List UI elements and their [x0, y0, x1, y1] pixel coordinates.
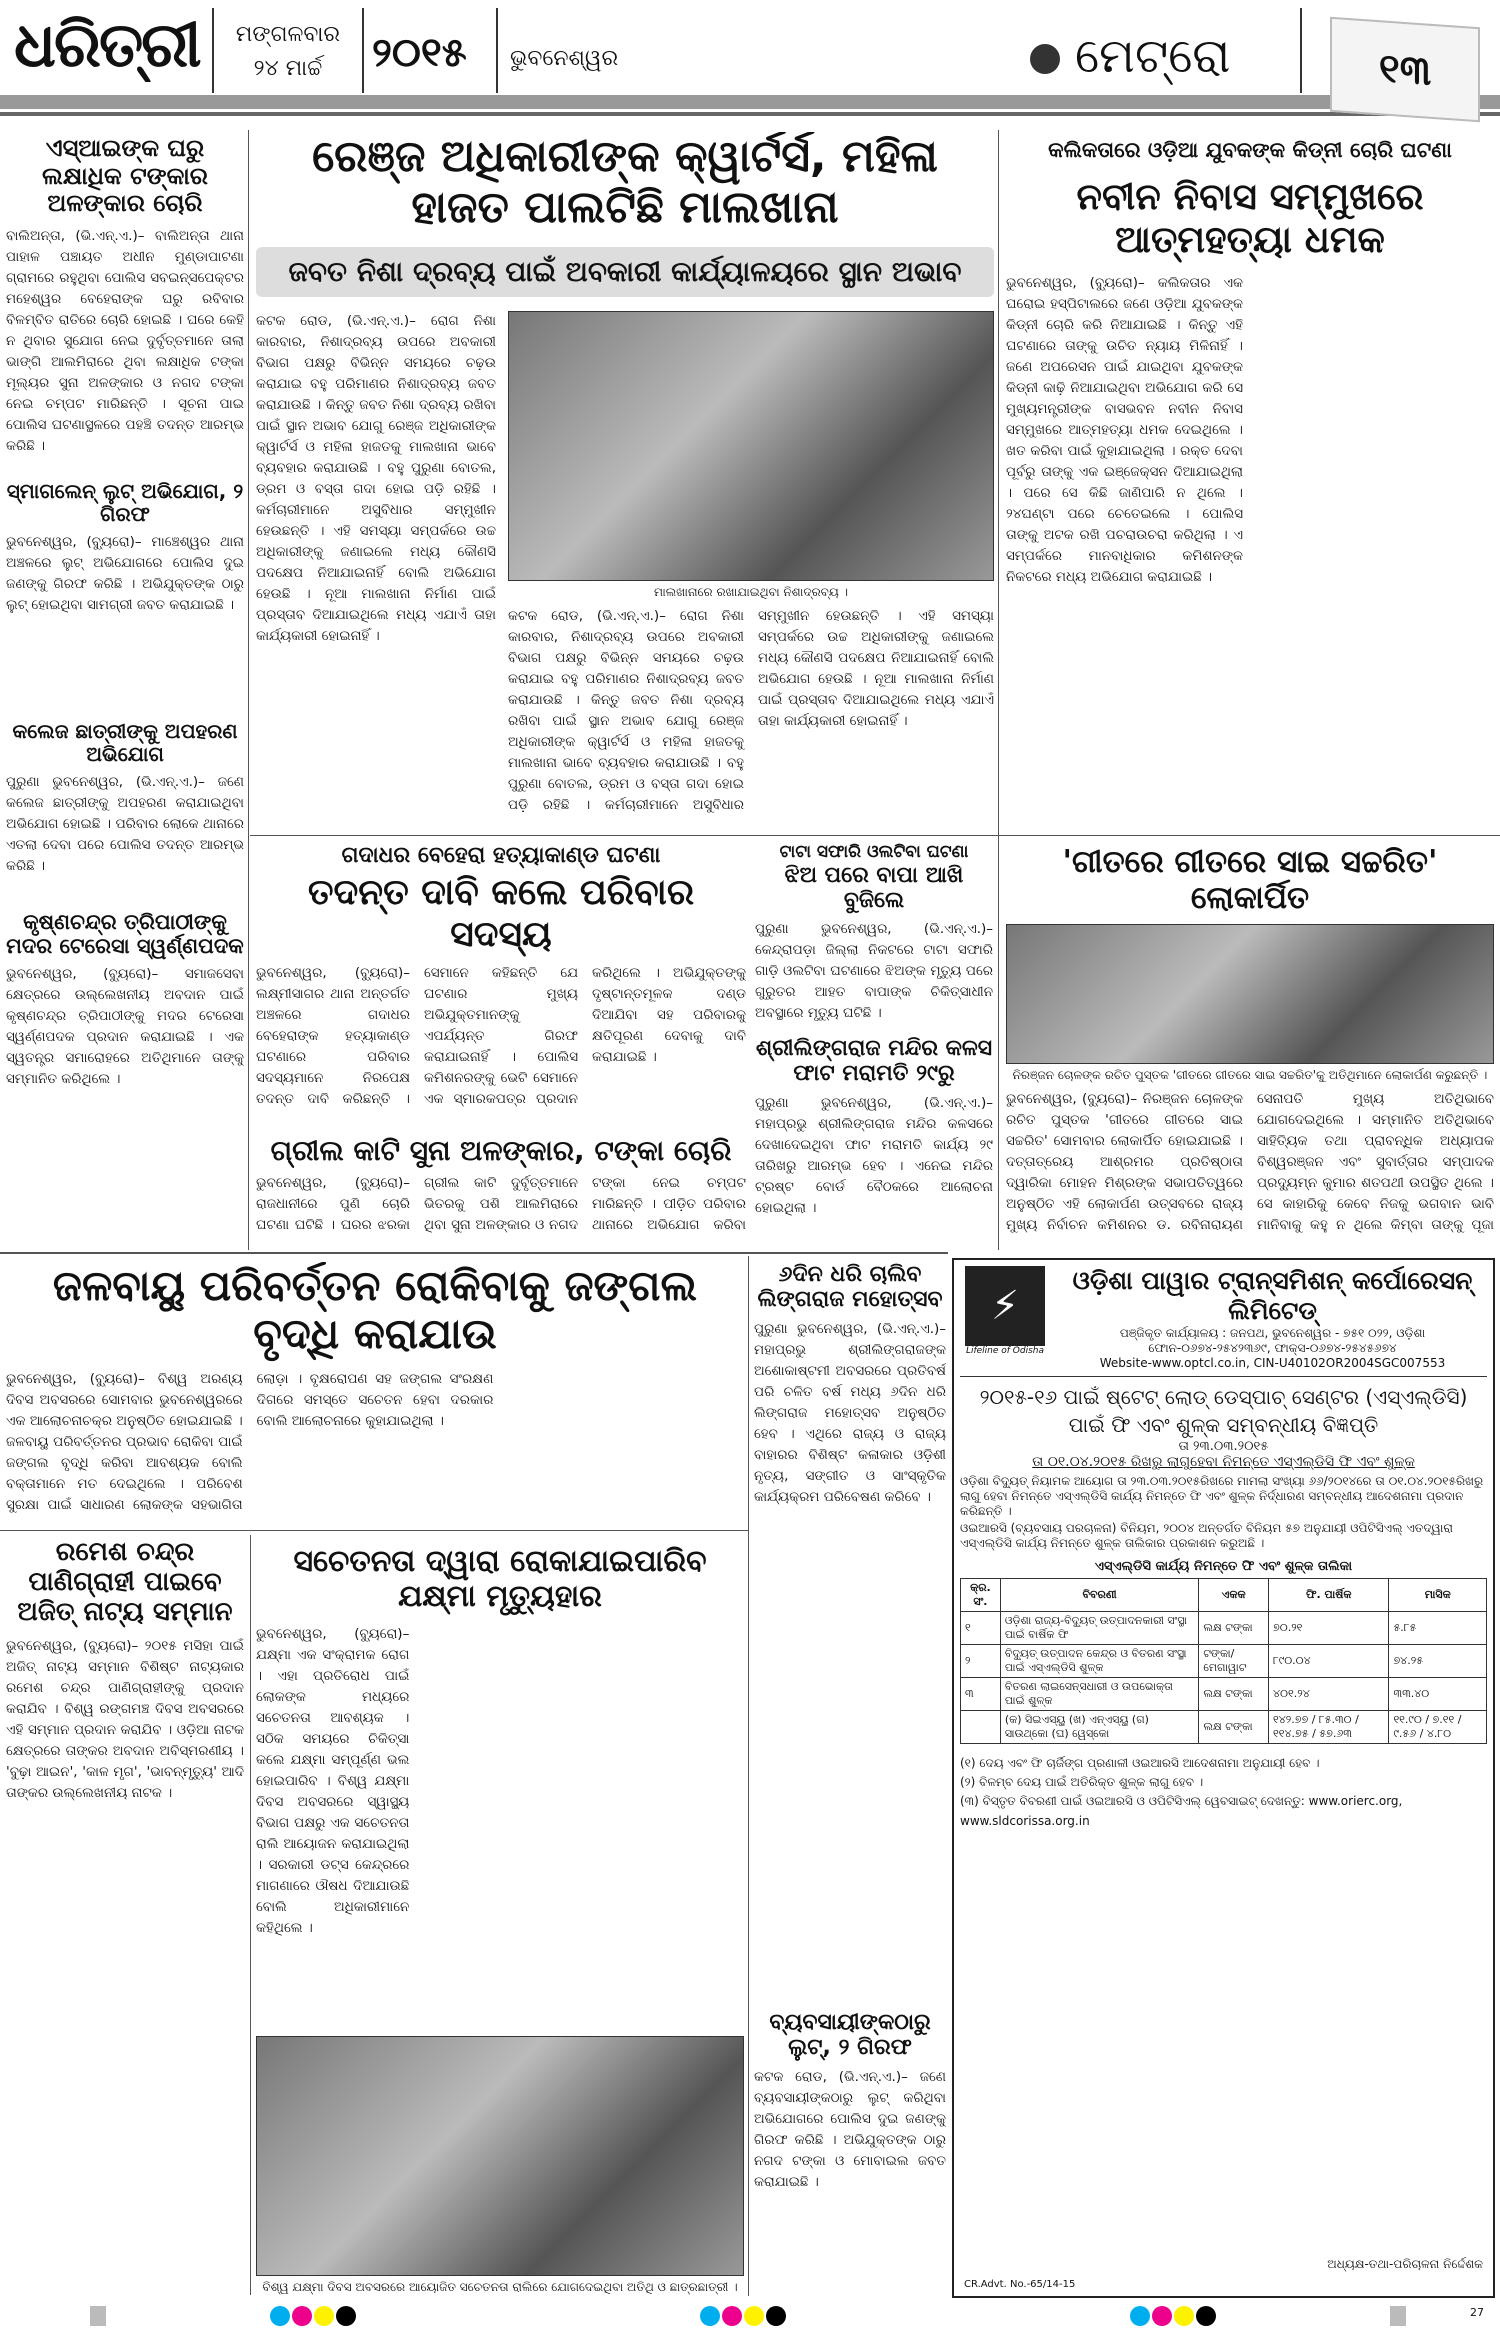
- table-cell: ୩: [961, 1678, 1001, 1711]
- article-gold-theft: [6, 135, 244, 470]
- article-body: ଭୁବନେଶ୍ୱର, (ବ୍ୟୁରୋ)– ୨୦୧୫ ମସିହା ପାଇଁ ଅଜିତ୍ ନାଟ୍ୟ ସମ୍ମାନ ବିଶିଷ୍ଟ ନାଟ୍ୟକାର ରମେଶ ଚନ୍ଦ୍ର ପାଣିଗ୍ରାହୀଙ୍କୁ ପ୍ରଦାନ କରାଯିବ । ବିଶ୍ୱ ରଙ୍ଗମଞ୍ଚ ଦିବସ ଅବସରରେ ଏହି ସମ୍ମାନ ପ୍ରଦାନ କରାଯିବ । ଓଡ଼ିଆ ନାଟକ କ୍ଷେତ୍ରରେ ତାଙ୍କର ଅବଦାନ ଅବିସ୍ମରଣୀୟ । 'ବୁଢ଼ା ଆଇନ', 'କାଳ ମୃଗ', 'ଭାବନ୍ମୃତ୍ୟୁ' ଆଦି ତାଙ୍କର ଉଲ୍ଲେଖନୀୟ ନାଟକ ।: [6, 1637, 244, 1801]
- table-cell: ଲକ୍ଷ ଟଙ୍କା: [1199, 1711, 1269, 1744]
- headline: ଶ୍ରୀଲିଙ୍ଗରାଜ ମନ୍ଦିର କଳସ ଫାଟ ମରାମତି ୨୯ରୁ: [755, 1036, 993, 1087]
- fee-table: [960, 1578, 1487, 1744]
- registration-mark: [336, 2306, 356, 2326]
- section-rule: [0, 1252, 948, 1254]
- article-tb: [256, 1545, 744, 2295]
- year: ୨୦୧୫: [372, 30, 467, 76]
- table-row: [961, 1678, 1487, 1711]
- table-title: ଏସ୍‌ଏଲ୍‌ଡିସି କାର୍ଯ୍ୟ ନିମନ୍ତେ ଫି ଏବଂ ଶୁଳ୍କ ତାଲିକା: [1094, 1559, 1353, 1574]
- divider: [1300, 8, 1302, 93]
- article-body: ଭୁବନେଶ୍ୱର, (ବ୍ୟୁରୋ)– ଯକ୍ଷ୍ମା ଏକ ସଂକ୍ରାମକ ରୋଗ । ଏହା ପ୍ରତିରୋଧ ପାଇଁ ଲୋକଙ୍କ ମଧ୍ୟରେ ସଚେତନତା ଆବଶ୍ୟକ । ସଠିକ ସମୟରେ ଚିକିତ୍ସା କଲେ ଯକ୍ଷ୍ମା ସମ୍ପୂର୍ଣ୍ଣ ଭଲ ହୋଇପାରିବ । ବିଶ୍ୱ ଯକ୍ଷ୍ମା ଦିବସ ଅବସରରେ ସ୍ୱାସ୍ଥ୍ୟ ବିଭାଗ ପକ୍ଷରୁ ଏକ ସଚେତନତା ରାଲି ଆୟୋଜନ କରାଯାଇଥିଲା । ସରକାରୀ ଡଟ୍ସ କେନ୍ଦ୍ରରେ ମାଗଣାରେ ଔଷଧ ଦିଆଯାଉଛି ବୋଲି ଅଧିକାରୀମାନେ କହିଥିଲେ ।: [256, 1626, 410, 1936]
- table-header: ବିବରଣୀ: [1000, 1579, 1199, 1612]
- article-gitare: [1006, 845, 1494, 1245]
- notice-subtitle: ତା ୦୧.୦୪.୨୦୧୫ ରିଖରୁ ଲାଗୁହେବା ନିମନ୍ତେ ଏସ୍‌ଏଲ୍‌ଡିସି ଫି ଏବଂ ଶୁଳ୍କ: [1032, 1454, 1415, 1470]
- address: ପଞ୍ଜିକୃତ କାର୍ଯ୍ୟାଳୟ : ଜନପଥ, ଭୁବନେଶ୍ୱର - ୭୫୧ ୦୨୨, ଓଡ଼ିଶା: [1119, 1326, 1426, 1340]
- registration-mark: [744, 2306, 764, 2326]
- table-cell: ବିତରଣ ଲାଇସେନ୍ସଧାରୀ ଓ ଉପଭୋକ୍ତା ପାଇଁ ଶୁଳ୍କ: [1000, 1678, 1199, 1711]
- headline: 'ଗୀତରେ ଗୀତରେ ସାଇ ସଚ୍ଚରିତ' ଲୋକାର୍ପିତ: [1062, 845, 1438, 916]
- headline: ନବୀନ ନିବାସ ସମ୍ମୁଖରେ ଆତ୍ମହତ୍ୟା ଧମକ: [1076, 175, 1424, 261]
- transmission-tower-icon: ⚡: [965, 1266, 1045, 1346]
- headline: ସଚେତନତା ଦ୍ୱାରା ରୋକାଯାଇପାରିବ ଯକ୍ଷ୍ମା ମୃତ୍ୟୁହାର: [293, 1545, 707, 1614]
- column-rule: [250, 1535, 251, 2295]
- tagline: Lifeline of Odisha: [965, 1346, 1045, 1356]
- table-cell: ୮୯୦.୦୪: [1269, 1645, 1389, 1678]
- divider: [496, 8, 498, 93]
- table-header: ଫି. ପାର୍ଷିକ: [1269, 1579, 1389, 1612]
- article-body: ଭୁବନେଶ୍ୱର, (ବ୍ୟୁରୋ)– ବିଶ୍ୱ ଅରଣ୍ୟ ଦିବସ ଅବସରରେ ସୋମବାର ଭୁବନେଶ୍ୱରରେ ଏକ ଆଲୋଚନାଚକ୍ର ଅନୁଷ୍ଠିତ ହୋଇଯାଇଛି । ଜଳବାୟୁ ପରିବର୍ତ୍ତନର ପ୍ରଭାବ ରୋକିବା ପାଇଁ ଜଙ୍ଗଲ ବୃଦ୍ଧି କରିବା ଆବଶ୍ୟକ ବୋଲି ବକ୍ତାମାନେ ମତ ଦେଇଥିଲେ । ପରିବେଶ ସୁରକ୍ଷା ପାଇଁ ସାଧାରଣ ଲୋକଙ୍କ ସହଭାଗିତା ଲୋଡ଼ା । ବୃକ୍ଷରୋପଣ ସହ ଜଙ୍ଗଲ ସଂରକ୍ଷଣ ଦିଗରେ ସମସ୍ତେ ସଚେତନ ହେବା ଦରକାର ବୋଲି ଆଲୋଚନାରେ କୁହାଯାଇଥିଲା ।: [6, 1370, 494, 1513]
- page-number: ୧୩: [1330, 17, 1480, 122]
- notice-paragraph: ଓଇଆରସି (ବ୍ୟବସାୟ ପରଚାଳନା) ବିନିୟମ, ୨୦୦୪ ଅନ୍ତର୍ଗତ ବିନିୟମ ୫୭ ଅନୁଯାୟୀ ଓପିଟିସିଏଲ୍ ଏତଦ୍ୱାରା ଏସ୍‌ଏଲ୍‌ଡିସି କାର୍ଯ୍ୟ ନିମନ୍ତେ ଶୁଳ୍କ ତାଲିକାର ପ୍ରକାଶନ କରୁଅଛି ।: [960, 1521, 1453, 1550]
- registration-mark: [314, 2306, 334, 2326]
- advertisement-number: CR.Advt. No.-65/14-15: [964, 2279, 1076, 2290]
- article-body: ବାଲିଅନ୍ତା, (ଭି.ଏନ୍.ଏ.)– ବାଲିଅନ୍ତା ଥାନା ପାହାଳ ପଞ୍ଚାୟତ ଅଧୀନ ମୁଣ୍ଡାପାଟଣା ଗ୍ରାମରେ ରହୁଥିବା ପୋଲିସ ସବଇନ୍ସପେକ୍ଟର ମହେଶ୍ୱର ବେହେରାଙ୍କ ଘରୁ ରବିବାର ବିଳମ୍ବିତ ରାତିରେ ଚୋରି ହୋଇଛି । ଘରେ କେହି ନ ଥିବାର ସୁଯୋଗ ନେଇ ଦୁର୍ବୃତ୍ତମାନେ ତାଲା ଭାଙ୍ଗି ଆଲମିରାରେ ଥିବା ଲକ୍ଷାଧିକ ଟଙ୍କା ମୂଲ୍ୟର ସୁନା ଅଳଙ୍କାର ଓ ନଗଦ ଟଙ୍କା ନେଇ ଚମ୍ପଟ ମାରିଛନ୍ତି । ସୂଚନା ପାଇ ପୋଲିସ ଘଟଣାସ୍ଥଳରେ ପହଞ୍ଚି ତଦନ୍ତ ଆରମ୍ଭ କରିଛି ।: [6, 227, 244, 454]
- article-gadadhar: [256, 843, 746, 1128]
- article-smuggling: [6, 480, 244, 710]
- article-tata: [755, 843, 993, 1028]
- masthead: [0, 0, 1500, 120]
- table-cell: ଲକ୍ଷ ଟଙ୍କା: [1199, 1612, 1269, 1645]
- section-name: ମେଟ୍ରୋ: [1075, 28, 1231, 84]
- headline: ଜଳବାୟୁ ପରିବର୍ତ୍ତନ ରୋକିବାକୁ ଜଙ୍ଗଲ ବୃଦ୍ଧି କରାଯାଉ: [52, 1262, 698, 1359]
- article-body: ପୁରୁଣା ଭୁବନେଶ୍ୱର, (ଭି.ଏନ୍.ଏ.)– ମହାପ୍ରଭୁ ଶ୍ରୀଲିଙ୍ଗରାଜଙ୍କ ଅଶୋକାଷ୍ଟମୀ ଅବସରରେ ପ୍ରତିବର୍ଷ ପରି ଚଳିତ ବର୍ଷ ମଧ୍ୟ ୬ଦିନ ଧରି ଲିଙ୍ଗରାଜ ମହୋତ୍ସବ ଅନୁଷ୍ଠିତ ହେବ । ଏଥିରେ ରାଜ୍ୟ ଓ ରାଜ୍ୟ ବାହାରର ବିଶିଷ୍ଟ କଳାକାର ଓଡ଼ିଶୀ ନୃତ୍ୟ, ସଙ୍ଗୀତ ଓ ସାଂସ୍କୃତିକ କାର୍ଯ୍ୟକ୍ରମ ପରିବେଷଣ କରିବେ ।: [754, 1320, 946, 1505]
- article-body: ଭୁବନେଶ୍ୱର, (ବ୍ୟୁରୋ)– ଲକ୍ଷ୍ମୀସାଗର ଥାନା ଅନ୍ତର୍ଗତ ଅଞ୍ଚଳରେ ଗଦାଧର ବେହେରାଙ୍କ ହତ୍ୟାକାଣ୍ଡ ଘଟଣାରେ ପରିବାର ସଦସ୍ୟମାନେ ନିରପେକ୍ଷ ତଦନ୍ତ ଦାବି କରିଛନ୍ତି । ସେମାନେ କହିଛନ୍ତି ଯେ ଘଟଣାର ମୁଖ୍ୟ ଅଭିଯୁକ୍ତମାନଙ୍କୁ ଏପର୍ଯ୍ୟନ୍ତ ଗିରଫ କରାଯାଇନାହିଁ । ପୋଲିସ କମିଶନରଙ୍କୁ ଭେଟି ସେମାନେ ଏକ ସ୍ମାରକପତ୍ର ପ୍ରଦାନ କରିଥିଲେ । ଅଭିଯୁକ୍ତଙ୍କୁ ଦୃଷ୍ଟାନ୍ତମୂଳକ ଦଣ୍ଡ ଦିଆଯିବା ସହ ପରିବାରକୁ କ୍ଷତିପୂରଣ ଦେବାକୁ ଦାବି କରାଯାଇଛି ।: [256, 965, 746, 1108]
- section-rule: [0, 1530, 748, 1531]
- kicker: ଗଦାଧର ବେହେରା ହତ୍ୟାକାଣ୍ଡ ଘଟଣା: [341, 843, 661, 868]
- column-rule: [998, 130, 999, 1250]
- header-bar: [0, 95, 1500, 109]
- article-body: ଭୁବନେଶ୍ୱର, (ବ୍ୟୁରୋ)– ନିରଞ୍ଜନ ଚୋଳଙ୍କ ରଚିତ ପୁସ୍ତକ 'ଗୀତରେ ଗୀତରେ ସାଇ ସଚ୍ଚରିତ' ସୋମବାର ଲୋକାର୍ପିତ ହୋଇଯାଇଛି । ଦତ୍ତାତ୍ରେୟ ଆଶ୍ରମର ପ୍ରତିଷ୍ଠାତା ଦ୍ୱାରିକା ମୋହନ ମିଶ୍ରଙ୍କ ସଭାପତିତ୍ୱରେ ଅନୁଷ୍ଠିତ ଏହି ଲୋକାର୍ପଣ ଉତ୍ସବରେ ରାଜ୍ୟ ମୁଖ୍ୟ ନିର୍ବାଚନ କମିଶନର ଡ. ରବିନାରାୟଣ ସେନାପତି ମୁଖ୍ୟ ଅତିଥିଭାବେ ଯୋଗଦେଇଥିଲେ । ସମ୍ମାନିତ ଅତିଥିଭାବେ ସାହିତ୍ୟିକ ତଥା ପ୍ରାବନ୍ଧିକ ଅଧ୍ୟାପକ ବିଶ୍ୱରଞ୍ଜନ ଏବଂ ସୁବାର୍ତ୍ତାର ସମ୍ପାଦକ ପ୍ରଦ୍ୟୁମ୍ନ କୁମାର ଶତପଥୀ ଉପସ୍ଥିତ ଥିଲେ । ସେ କାହାରିକୁ କେବେ ନିଜକୁ ଭଗବାନ ଭାବି ମାନିବାକୁ କହୁ ନ ଥିଲେ କିମ୍ବା ତାଙ୍କୁ ପୂଜା: [1006, 1091, 1494, 1234]
- bullet-icon: [1030, 44, 1060, 74]
- registration-mark: [1196, 2306, 1216, 2326]
- photo-caption: ମାଲଖାନାରେ ରଖାଯାଇଥିବା ନିଶାଦ୍ରବ୍ୟ ।: [654, 585, 848, 600]
- article-ramesh: [6, 1538, 244, 2295]
- table-cell: ୩୩.୪୦: [1389, 1678, 1487, 1711]
- date: ୨୪ ମାର୍ଚ୍ଚ: [253, 56, 323, 81]
- header-rule: [0, 112, 1500, 116]
- newspaper-logo: ଧରିତ୍ରୀ: [14, 8, 200, 81]
- print-page-number: 27: [1470, 2306, 1484, 2319]
- headline: କୃଷ୍ଣଚନ୍ଦ୍ର ତ୍ରିପାଠୀଙ୍କୁ ମଦର ଟେରେସା ସ୍ୱର୍ଣ୍ଣପଦକ: [6, 910, 244, 959]
- table-header: କ୍ର. ସଂ.: [961, 1579, 1001, 1612]
- optcl-logo: [960, 1266, 1050, 1370]
- table-row: [961, 1612, 1487, 1645]
- article-kidney: [1006, 138, 1494, 828]
- headline: ରମେଶ ଚନ୍ଦ୍ର ପାଣିଗ୍ରାହୀ ପାଇବେ ଅଜିତ୍ ନାଟ୍ୟ ସମ୍ମାନ: [17, 1538, 233, 1627]
- table-cell: ୧୧.୯୦ / ୭.୧୧ / ୯.୫୬ / ୪.୮୦: [1389, 1711, 1487, 1744]
- note: (୧) ଦେୟ ଏବଂ ଫି ଚାର୍ଜିଙ୍ଗ ପ୍ରଣାଳୀ ଓଇଆରସି ଆଦେଶନାମା ଅନୁଯାୟୀ ହେବ ।: [960, 1756, 1320, 1770]
- article-lingaraj-kalasa: [755, 1036, 993, 1246]
- seized-drugs-photo: [508, 311, 994, 581]
- article-body: ପୁରୁଣା ଭୁବନେଶ୍ୱର, (ଭି.ଏନ୍.ଏ.)– କେନ୍ଦ୍ରାପଡ଼ା ଜିଲ୍ଲା ନିକଟରେ ଟାଟା ସଫାରି ଗାଡ଼ି ଓଲଟିବା ଘଟଣାରେ ଝିଅଙ୍କ ମୃତ୍ୟୁ ପରେ ଗୁରୁତର ଆହତ ବାପାଙ୍କ ଚିକିତ୍ସାଧୀନ ଅବସ୍ଥାରେ ମୃତ୍ୟୁ ଘଟିଛି ।: [755, 921, 993, 1022]
- table-cell: ୭୦.୨୧: [1269, 1612, 1389, 1645]
- article-body: ଭୁବନେଶ୍ୱର, (ବ୍ୟୁରୋ)– ରାଜଧାନୀରେ ପୁଣି ଚୋରି ଘଟଣା ଘଟିଛି । ଘରର ଝରକା ଗ୍ରୀଲ କାଟି ଦୁର୍ବୃତ୍ତମାନେ ଭିତରକୁ ପଶି ଆଲମିରାରେ ଥିବା ସୁନା ଅଳଙ୍କାର ଓ ନଗଦ ଟଙ୍କା ନେଇ ଚମ୍ପଟ ମାରିଛନ୍ତି । ପୀଡ଼ିତ ପରିବାର ଥାନାରେ ଅଭିଯୋଗ କରିବା: [256, 1175, 746, 1234]
- registration-mark: [1390, 2306, 1406, 2326]
- weekday: ମଙ୍ଗଳବାର: [235, 22, 341, 47]
- registration-mark: [270, 2306, 290, 2326]
- registration-mark: [1152, 2306, 1172, 2326]
- table-header: ଏକକ: [1199, 1579, 1269, 1612]
- article-malkhana: [256, 132, 994, 828]
- city: ଭୁବନେଶ୍ୱର: [510, 46, 619, 71]
- notice-paragraph: ଓଡ଼ିଶା ବିଦ୍ୟୁତ୍ ନିୟାମକ ଆୟୋଗ ତା ୨୩.୦୩.୨୦୧୫ରିଖରେ ମାମଲା ସଂଖ୍ୟା ୬୬/୨୦୧୪ରେ ତା ୦୧.୦୪.୨୦୧୫ରିଖରୁ ଲାଗୁ ହେବା ନିମନ୍ତେ ଏସ୍‌ଏଲ୍‌ଡିସି କାର୍ଯ୍ୟ ନିମନ୍ତେ ଫି ଏବଂ ଶୁଳ୍କ ନିର୍ଦ୍ଧାରଣ ସମ୍ବନ୍ଧୀୟ ଆଦେଶନାମା ପ୍ରଦାନ କରିଛନ୍ତି ।: [960, 1474, 1484, 1518]
- article-body: କଟକ ରୋଡ, (ଭି.ଏନ୍.ଏ.)– ଜଣେ ବ୍ୟବସାୟୀଙ୍କଠାରୁ ଲୁଟ୍ କରିଥିବା ଅଭିଯୋଗରେ ପୋଲିସ ଦୁଇ ଜଣଙ୍କୁ ଗିରଫ କରିଛି । ଅଭିଯୁକ୍ତଙ୍କ ଠାରୁ ନଗଦ ଟଙ୍କା ଓ ମୋବାଇଲ ଜବତ କରାଯାଇଛି ।: [754, 2068, 946, 2190]
- headline: ଗ୍ରୀଲ କାଟି ସୁନା ଅଳଙ୍କାର, ଟଙ୍କା ଚୋରି: [270, 1135, 732, 1167]
- book-release-photo: [1006, 924, 1494, 1064]
- table-cell: ୭୪.୨୫: [1389, 1645, 1487, 1678]
- website: Website-www.optcl.co.in, CIN-U40102OR2004SGC007553: [1099, 1356, 1446, 1370]
- headline: ସ୍ମାଗଲେନ୍ ଲୁଟ୍ ଅଭିଯୋଗ, ୨ ଗିରଫ: [6, 480, 244, 526]
- article-lingaraj-festival: [754, 1262, 946, 2002]
- optcl-advertisement: [952, 1258, 1495, 2298]
- registration-mark: [700, 2306, 720, 2326]
- photo-caption: ନିରଞ୍ଜନ ଚୋଳଙ୍କ ରଚିତ ପୁସ୍ତକ 'ଗୀତରେ ଗୀତରେ ସାଇ ସଚ୍ଚରିତ'କୁ ଅତିଥିମାନେ ଲୋକାର୍ପଣ କରୁଛନ୍ତି ।: [1012, 1068, 1488, 1083]
- table-row: [961, 1645, 1487, 1678]
- table-header: ମାସିକ: [1389, 1579, 1487, 1612]
- table-cell: ୪୦୧.୨୪: [1269, 1678, 1389, 1711]
- registration-mark: [1130, 2306, 1150, 2326]
- article-climate: [6, 1262, 744, 1524]
- registration-mark: [292, 2306, 312, 2326]
- table-cell: ୧୪୨.୭୭ / ୮୫.୩୦ / ୧୧୪.୭୫ / ୫୭.୬୩: [1269, 1711, 1389, 1744]
- table-cell: (କ) ସିଇଏସ୍‌ୟୁ (ଖ) ଏନ୍‌ଏସ୍‌ୟୁ (ଗ) ସାଉଥ୍‌କୋ (ଘ) ୱେସ୍କୋ: [1000, 1711, 1199, 1744]
- column-rule: [248, 130, 249, 1250]
- article-body: ପୁରୁଣା ଭୁବନେଶ୍ୱର, (ଭି.ଏନ୍.ଏ.)– ମହାପ୍ରଭୁ ଶ୍ରୀଲିଙ୍ଗରାଜ ମନ୍ଦିର କଳସରେ ଦେଖାଦେଇଥିବା ଫାଟ ମରାମତି କାର୍ଯ୍ୟ ୨୯ ତାରିଖରୁ ଆରମ୍ଭ ହେବ । ଏନେଇ ମନ୍ଦିର ଟ୍ରଷ୍ଟ ବୋର୍ଡ ବୈଠକରେ ଆଲୋଚନା ହୋଇଥିଲା ।: [755, 1094, 993, 1216]
- registration-mark: [90, 2306, 106, 2326]
- table-cell: [961, 1711, 1001, 1744]
- article-robbery: [754, 2010, 946, 2295]
- note: (୨) ବିଳମ୍ବ ଦେୟ ପାଇଁ ଅତିରିକ୍ତ ଶୁଳ୍କ ଲାଗୁ ହେବ ।: [960, 1775, 1204, 1790]
- notice-title: ୨୦୧୫-୧୬ ପାଇଁ ଷ୍ଟେଟ୍ ଲୋଡ୍ ଡେସ୍‌ପାଚ୍ ସେଣ୍ଟର (ଏସ୍‌ଏଲ୍‌ଡିସି) ପାଇଁ ଫି ଏବଂ ଶୁଳ୍କ ସମ୍ବନ୍ଧୀୟ ବିଜ୍ଞପ୍ତି: [979, 1385, 1468, 1437]
- headline: ରେଞ୍ଜ ଅଧିକାରୀଙ୍କ କ୍ୱାର୍ଟର୍ସ, ମହିଳା ହାଜତ ପାଲଟିଛି ମାଲଖାନା: [312, 132, 938, 233]
- column-rule: [748, 1256, 749, 2296]
- article-body: ଭୁବନେଶ୍ୱର, (ବ୍ୟୁରୋ)– ସମାଜସେବା କ୍ଷେତ୍ରରେ ଉଲ୍ଲେଖନୀୟ ଅବଦାନ ପାଇଁ କୃଷ୍ଣଚନ୍ଦ୍ର ତ୍ରିପାଠୀଙ୍କୁ ମଦର ଟେରେସା ସ୍ୱର୍ଣ୍ଣପଦକ ପ୍ରଦାନ କରାଯାଇଛି । ଏକ ସ୍ୱତନ୍ତ୍ର ସମାରୋହରେ ଅତିଥିମାନେ ତାଙ୍କୁ ସମ୍ମାନିତ କରିଥିଲେ ।: [6, 966, 244, 1088]
- article-body-continued: କଟକ ରୋଡ, (ଭି.ଏନ୍.ଏ.)– ରୋଗ ନିଶା କାରବାର, ନିଶାଦ୍ରବ୍ୟ ଉପରେ ଅବକାରୀ ବିଭାଗ ପକ୍ଷରୁ ବିଭିନ୍ନ ସମୟରେ ଚଢ଼ଉ କରାଯାଇ ବହୁ ପରିମାଣର ନିଶାଦ୍ରବ୍ୟ ଜବତ କରାଯାଉଛି । କିନ୍ତୁ ଜବତ ନିଶା ଦ୍ରବ୍ୟ ରଖିବା ପାଇଁ ସ୍ଥାନ ଅଭାବ ଯୋଗୁ ରେଞ୍ଜ ଅଧିକାରୀଙ୍କ କ୍ୱାର୍ଟର୍ସ ଓ ମହିଳା ହାଜତକୁ ମାଲଖାନା ଭାବେ ବ୍ୟବହାର କରାଯାଉଛି । ବହୁ ପୁରୁଣା ବୋତଲ, ଡ୍ରମ ଓ ବସ୍ତା ଗଦା ହୋଇ ପଡ଼ି ରହିଛି । କର୍ମଚାରୀମାନେ ଅସୁବିଧାର ସମ୍ମୁଖୀନ ହେଉଛନ୍ତି । ଏହି ସମସ୍ୟା ସମ୍ପର୍କରେ ଉଚ୍ଚ ଅଧିକାରୀଙ୍କୁ ଜଣାଇଲେ ମଧ୍ୟ କୌଣସି ପଦକ୍ଷେପ ନିଆଯାଇନାହିଁ ବୋଲି ଅଭିଯୋଗ ହେଉଛି । ନୂଆ ମାଲଖାନା ନିର୍ମାଣ ପାଇଁ ପ୍ରସ୍ତାବ ଦିଆଯାଇଥିଲେ ମଧ୍ୟ ଏଯାଏଁ ତାହା କାର୍ଯ୍ୟକାରୀ ହୋଇନାହିଁ ।: [508, 608, 994, 814]
- registration-mark: [1174, 2306, 1194, 2326]
- article-grill: [256, 1135, 746, 1247]
- table-cell: ଓଡ଼ିଶା ରାଜ୍ୟ-ବିଦ୍ୟୁତ୍ ଉତ୍ପାଦନକାରୀ ସଂସ୍ଥା ପାଇଁ ବାର୍ଷିକ ଫି: [1000, 1612, 1199, 1645]
- table-cell: ଟଙ୍କା/ମେଗାୱାଟ: [1199, 1645, 1269, 1678]
- phone: ଫୋନ-୦୬୭୪-୨୫୪୨୩୬୯, ଫାକ୍ସ-୦୬୭୪-୨୫୪୫୬୭୪: [1148, 1341, 1397, 1355]
- tb-rally-photo: [256, 2036, 744, 2276]
- article-body: ଭୁବନେଶ୍ୱର, (ବ୍ୟୁରୋ)– କଲିକତାର ଏକ ଘରୋଇ ହସ୍ପିଟାଲରେ ଜଣେ ଓଡ଼ିଆ ଯୁବକଙ୍କ କିଡ୍ନୀ ଚୋରି କରି ନିଆଯାଇଛି । କିନ୍ତୁ ଏହି ଘଟଣାରେ ତାଙ୍କୁ ଉଚିତ ନ୍ୟାୟ ମିଳିନାହିଁ । ଜଣେ ଅପରେସନ ପାଇଁ ଯାଇଥିବା ଯୁବକଙ୍କ କିଡ୍ନୀ କାଢ଼ି ନିଆଯାଇଥିବା ଅଭିଯୋଗ କରି ସେ ମୁଖ୍ୟମନ୍ତ୍ରୀଙ୍କ ବାସଭବନ ନବୀନ ନିବାସ ସମ୍ମୁଖରେ ଆତ୍ମହତ୍ୟା ଧମକ ଦେଇଥିଲେ । ଖତ କରିବା ପାଇଁ କୁହାଯାଇଥିଲା । ରକ୍ତ ଦେବା ପୂର୍ବରୁ ତାଙ୍କୁ ଏକ ଇଞ୍ଜେକ୍ସନ ଦିଆଯାଇଥିଲା । ପରେ ସେ କିଛି ଜାଣିପାରି ନ ଥିଲେ । ୨୪ଘଣ୍ଟା ପରେ ଚେତେଇଲେ । ପୋଲିସ ତାଙ୍କୁ ଅଟକ ରଖି ପଚରାଉଚରା କରିଥିଲା । ଏ ସମ୍ପର୍କରେ ମାନବାଧିକାର କମିଶନଙ୍କ ନିକଟରେ ମଧ୍ୟ ଅଭିଯୋଗ କରାଯାଇଛି ।: [1006, 275, 1243, 586]
- divider: [212, 8, 214, 93]
- table-cell: ଲକ୍ଷ ଟଙ୍କା: [1199, 1678, 1269, 1711]
- article-columns: [256, 311, 994, 828]
- registration-mark: [722, 2306, 742, 2326]
- headline: ଏସ୍ଆଇଙ୍କ ଘରୁ ଲକ୍ଷାଧିକ ଟଙ୍କାର ଅଳଙ୍କାର ଚୋରି: [42, 135, 208, 218]
- table-cell: ୧: [961, 1612, 1001, 1645]
- article-krushna: [6, 910, 244, 1245]
- kicker: କଲିକତାରେ ଓଡ଼ିଆ ଯୁବକଙ୍କ କିଡ୍ନୀ ଚୋରି ଘଟଣା: [1048, 138, 1452, 162]
- note: (୩) ବିସ୍ତୃତ ବିବରଣୀ ପାଇଁ ଓଇଆରସି ଓ ଓପିଟିସିଏଲ୍ ୱେବସାଇଟ୍ ଦେଖନ୍ତୁ: www.orierc.org, www.sldcorissa.org.in: [960, 1794, 1403, 1828]
- company-name: ଓଡ଼ିଶା ପାୱାର ଟ୍ରାନ୍ସମିଶନ୍ କର୍ପୋରେସନ୍ ଲିମିଟେଡ୍: [1072, 1266, 1473, 1325]
- article-body: ପୁରୁଣା ଭୁବନେଶ୍ୱର, (ଭି.ଏନ୍.ଏ.)– ଜଣେ କଲେଜ ଛାତ୍ରୀଙ୍କୁ ଅପହରଣ କରାଯାଇଥିବା ଅଭିଯୋଗ ହୋଇଛି । ପରିବାର ଲୋକେ ଥାନାରେ ଏତଲା ଦେବା ପରେ ପୋଲିସ ତଦନ୍ତ ଆରମ୍ଭ କରିଛି ।: [6, 774, 244, 874]
- photo-caption: ବିଶ୍ୱ ଯକ୍ଷ୍ମା ଦିବସ ଅବସରରେ ଆୟୋଜିତ ସଚେତନତା ରାଲିରେ ଯୋଗଦେଇଥିବା ଅତିଥି ଓ ଛାତ୍ରଛାତ୍ରୀ ।: [262, 2280, 738, 2294]
- signatory: ଅଧ୍ୟକ୍ଷ-ତଥା-ପରିଚାଳନା ନିର୍ଦ୍ଦେଶକ: [1327, 2257, 1483, 2271]
- headline: ଝିଅ ପରେ ବାପା ଆଖି ବୁଜିଲେ: [784, 862, 964, 913]
- headline: ତଦନ୍ତ ଦାବି କଲେ ପରିବାର ସଦସ୍ୟ: [307, 872, 695, 955]
- divider: [362, 8, 364, 93]
- headline: କଲେଜ ଛାତ୍ରୀଙ୍କୁ ଅପହରଣ ଅଭିଯୋଗ: [12, 720, 238, 766]
- article-body: ଭୁବନେଶ୍ୱର, (ବ୍ୟୁରୋ)– ମାଞ୍ଚେଶ୍ୱର ଥାନା ଅଞ୍ଚଳରେ ଲୁଟ୍ ଅଭିଯୋଗରେ ପୋଲିସ ଦୁଇ ଜଣଙ୍କୁ ଗିରଫ କରିଛି । ଅଭିଯୁକ୍ତଙ୍କ ଠାରୁ ଲୁଟ୍ ହୋଇଥିବା ସାମଗ୍ରୀ ଜବତ କରାଯାଇଛି ।: [6, 534, 244, 613]
- article-body: କଟକ ରୋଡ, (ଭି.ଏନ୍.ଏ.)– ରୋଗ ନିଶା କାରବାର, ନିଶାଦ୍ରବ୍ୟ ଉପରେ ଅବକାରୀ ବିଭାଗ ପକ୍ଷରୁ ବିଭିନ୍ନ ସମୟରେ ଚଢ଼ଉ କରାଯାଇ ବହୁ ପରିମାଣର ନିଶାଦ୍ରବ୍ୟ ଜବତ କରାଯାଉଛି । କିନ୍ତୁ ଜବତ ନିଶା ଦ୍ରବ୍ୟ ରଖିବା ପାଇଁ ସ୍ଥାନ ଅଭାବ ଯୋଗୁ ରେଞ୍ଜ ଅଧିକାରୀଙ୍କ କ୍ୱାର୍ଟର୍ସ ଓ ମହିଳା ହାଜତକୁ ମାଲଖାନା ଭାବେ ବ୍ୟବହାର କରାଯାଉଛି । ବହୁ ପୁରୁଣା ବୋତଲ, ଡ୍ରମ ଓ ବସ୍ତା ଗଦା ହୋଇ ପଡ଼ି ରହିଛି । କର୍ମଚାରୀମାନେ ଅସୁବିଧାର ସମ୍ମୁଖୀନ ହେଉଛନ୍ତି । ଏହି ସମସ୍ୟା ସମ୍ପର୍କରେ ଉଚ୍ଚ ଅଧିକାରୀଙ୍କୁ ଜଣାଇଲେ ମଧ୍ୟ କୌଣସି ପଦକ୍ଷେପ ନିଆଯାଇନାହିଁ ବୋଲି ଅଭିଯୋଗ ହେଉଛି । ନୂଆ ମାଲଖାନା ନିର୍ମାଣ ପାଇଁ ପ୍ରସ୍ତାବ ଦିଆଯାଇଥିଲେ ମଧ୍ୟ ଏଯାଏଁ ତାହା କାର୍ଯ୍ୟକାରୀ ହୋଇନାହିଁ ।: [256, 313, 496, 645]
- table-cell: ୫.୮୫: [1389, 1612, 1487, 1645]
- table-cell: ୨: [961, 1645, 1001, 1678]
- subheadline: ଜବତ ନିଶା ଦ୍ରବ୍ୟ ପାଇଁ ଅବକାରୀ କାର୍ଯ୍ୟାଳୟରେ ସ୍ଥାନ ଅଭାବ: [256, 247, 994, 297]
- kicker: ଟାଟା ସଫାରି ଓଲଟିବା ଘଟଣା: [779, 843, 969, 862]
- date-block: [222, 18, 354, 86]
- notice-date: ତା ୨୩.୦୩.୨୦୧୫: [1178, 1439, 1269, 1454]
- photo-column: [508, 311, 994, 828]
- headline: ବ୍ୟବସାୟୀଙ୍କଠାରୁ ଲୁଟ୍, ୨ ଗିରଫ: [769, 2010, 931, 2061]
- table-row: [961, 1711, 1487, 1744]
- registration-mark: [766, 2306, 786, 2326]
- notes: [960, 1754, 1487, 1831]
- section-rule: [250, 835, 1500, 836]
- table-cell: ବିଦ୍ୟୁତ୍ ଉତ୍ପାଦନ କେନ୍ଦ୍ର ଓ ବିତରଣ ସଂସ୍ଥା ପାଇଁ ଏସ୍‌ଏଲ୍‌ଡିସି ଶୁଳ୍କ: [1000, 1645, 1199, 1678]
- headline: ୬ଦିନ ଧରି ଚାଲିବ ଲିଙ୍ଗରାଜ ମହୋତ୍ସବ: [757, 1262, 943, 1313]
- article-college-girl: [6, 720, 244, 900]
